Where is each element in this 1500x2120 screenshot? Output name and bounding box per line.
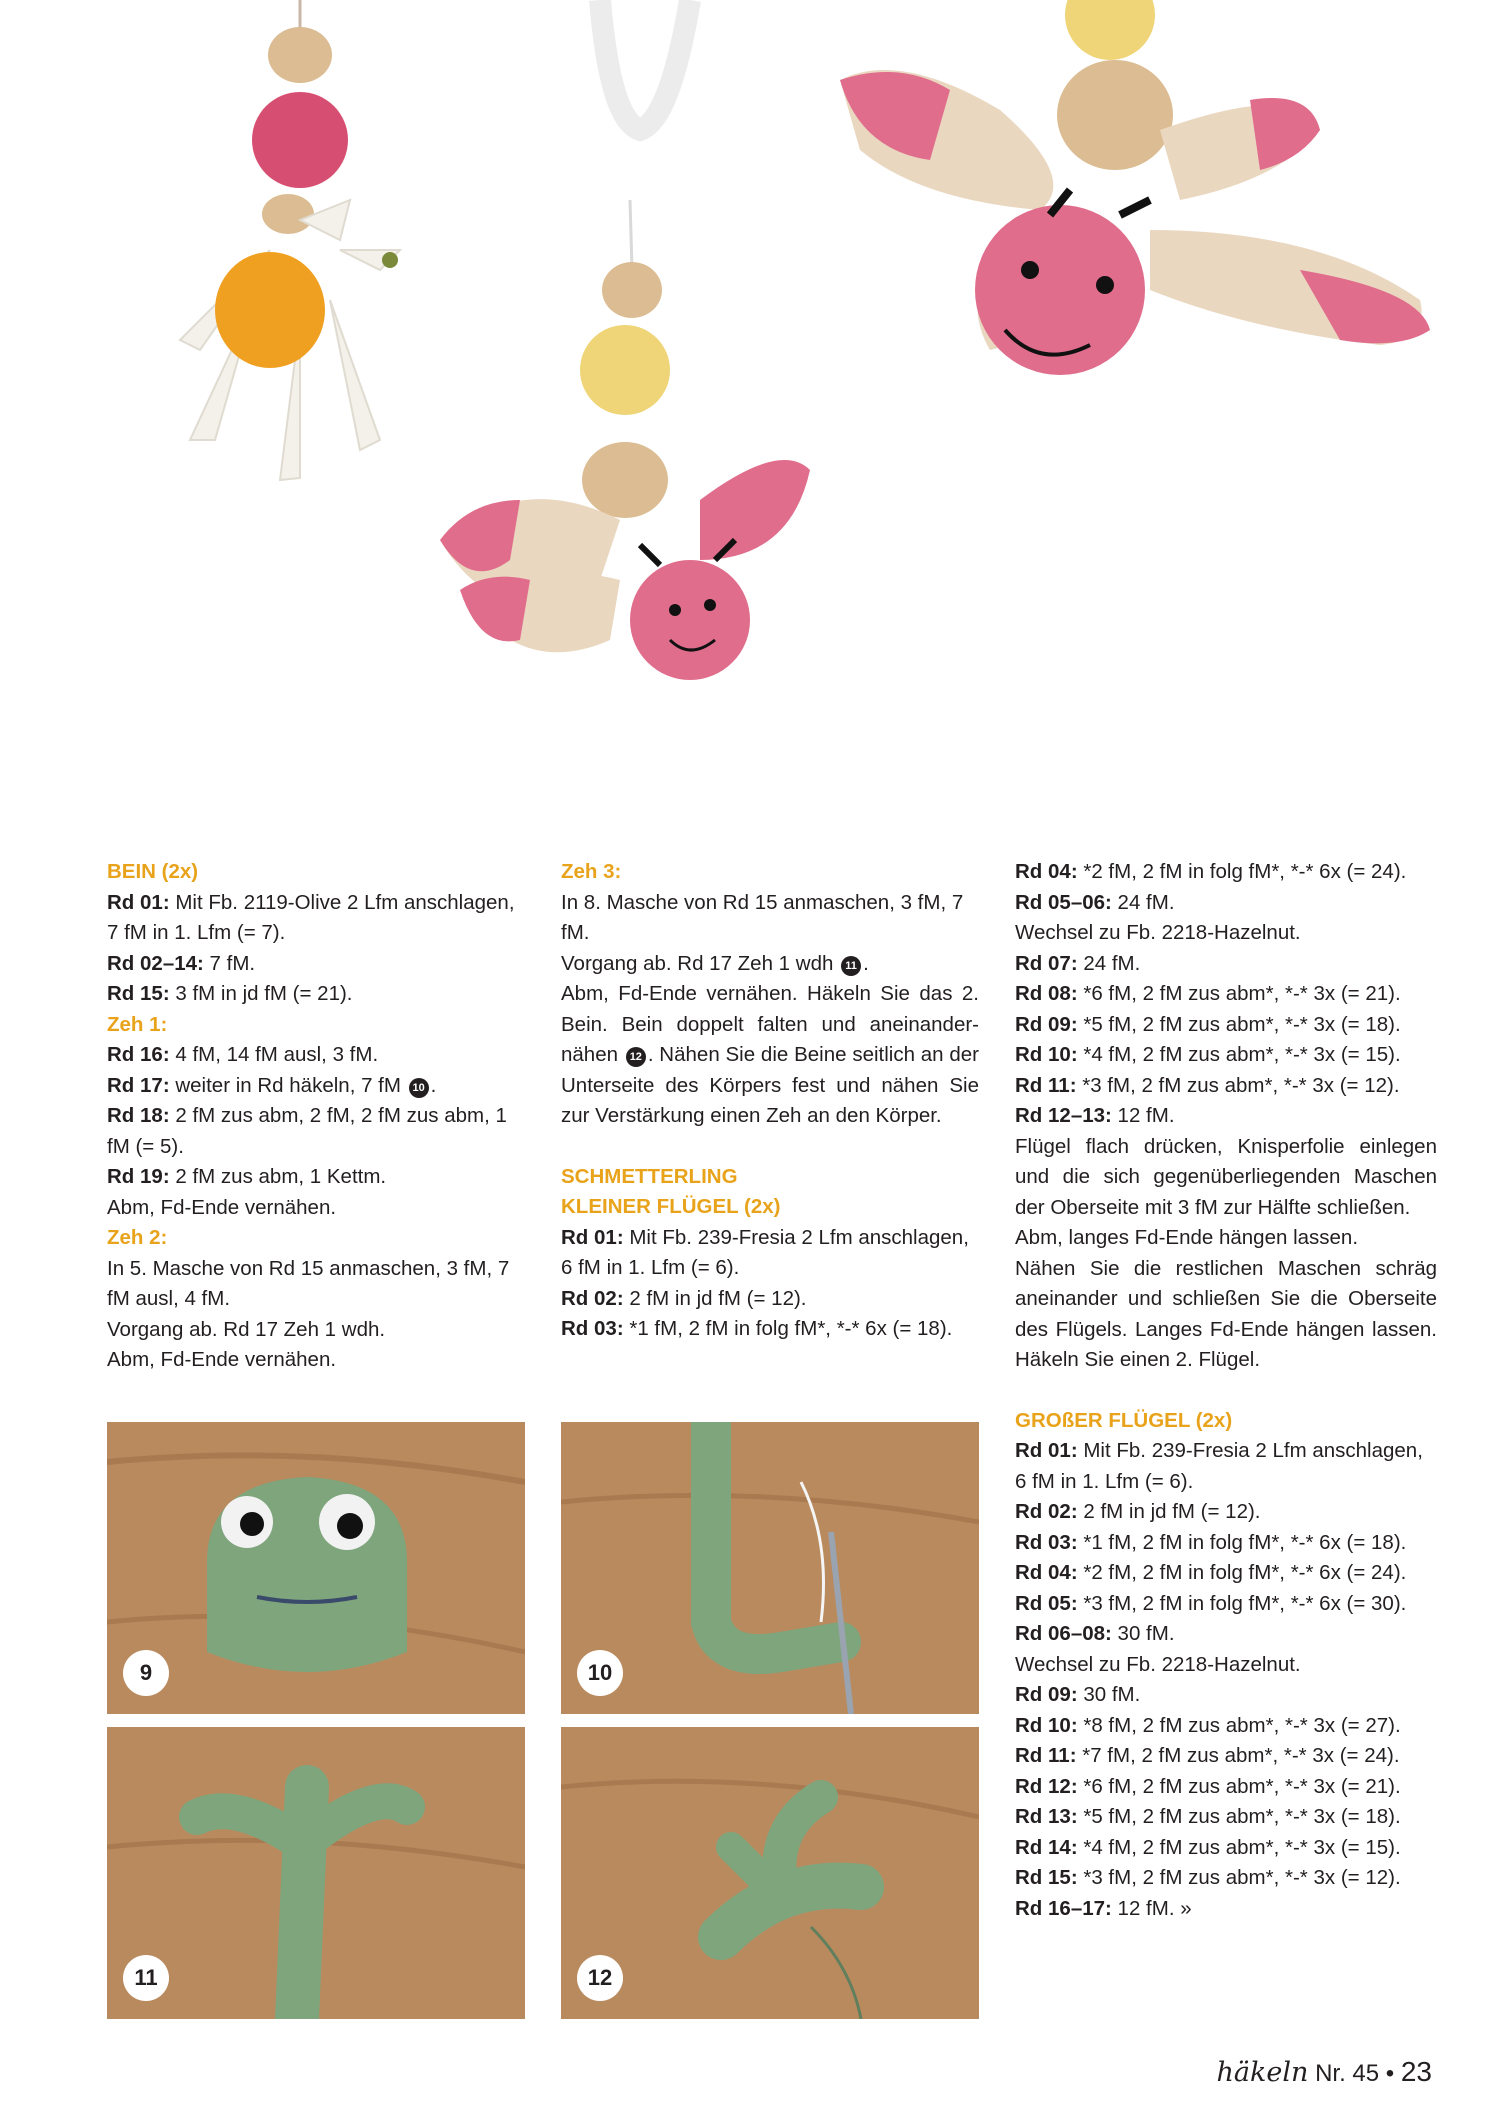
photo-number: 12 bbox=[577, 1955, 623, 2001]
row-rd14: Rd 14: *4 fM, 2 fM zus abm*, *-* 3x (= 15). bbox=[1015, 1835, 1401, 1859]
step-photo-10 bbox=[561, 1422, 979, 1714]
heading-schmetterling: SCHMETTERLING bbox=[561, 1164, 738, 1188]
photo-12-illustration bbox=[561, 1727, 979, 2019]
row-rd13: Rd 13: *5 fM, 2 fM zus abm*, *-* 3x (= 18). bbox=[1015, 1805, 1401, 1828]
row-rd09: Rd 09: 30 fM. bbox=[1015, 1683, 1141, 1706]
assembly-text: Abm, Fd-Ende vernähen. Häkeln Sie das 2. Bein. Bein doppelt falten und aneinandernähen 12 . Nähen Sie die Beine seitlich an der Unterseite des Körpers fest und nähen Sie zur Verstärkung einen Zeh an den Körper. bbox=[561, 982, 980, 1127]
heading-bein: BEIN (2x) bbox=[107, 860, 199, 883]
row-rd01: Rd 01: Mit Fb. 239-Fresia 2 Lfm anschlagen, 6 fM in 1. Lfm (= 6). bbox=[561, 1225, 969, 1279]
row-rd18: Rd 18: 2 fM zus abm, 2 fM, 2 fM zus abm, 1 fM (= 5). bbox=[107, 1104, 507, 1158]
heading-zeh3: Zeh 3: bbox=[561, 860, 622, 883]
photo-10-illustration bbox=[561, 1422, 979, 1714]
row-rd04: Rd 04: *2 fM, 2 fM in folg fM*, *-* 6x (= 24). bbox=[1015, 1561, 1407, 1584]
photo-number: 10 bbox=[577, 1650, 623, 1696]
finish-text: Abm, Fd-Ende vernähen. bbox=[107, 1348, 337, 1371]
row-rd01: Rd 01: Mit Fb. 239-Fresia 2 Lfm anschlagen, 6 fM in 1. Lfm (= 6). bbox=[1015, 1439, 1423, 1493]
heading-zeh2: Zeh 2: bbox=[107, 1226, 168, 1249]
photo-marker-12: 12 bbox=[626, 1047, 646, 1067]
row-rd16: Rd 16: 4 fM, 14 fM ausl, 3 fM. bbox=[107, 1043, 379, 1066]
row-rd05-06: Rd 05–06: 24 fM. bbox=[1015, 890, 1175, 914]
instruction-paragraph: Nähen Sie die restlichen Maschen schräg aneinander und schließen Sie die Oberseite des Flügels. Langes Fd-Ende hängen lassen. Häkeln Sie einen 2. Flügel. bbox=[1015, 1256, 1437, 1371]
row-rd06-08: Rd 06–08: 30 fM. bbox=[1015, 1622, 1175, 1645]
row-rd08: Rd 08: *6 fM, 2 fM zus abm*, *-* 3x (= 21). bbox=[1015, 982, 1401, 1005]
row-rd09: Rd 09: *5 fM, 2 fM zus abm*, *-* 3x (= 18). bbox=[1015, 1012, 1401, 1036]
photo-marker-10: 10 bbox=[409, 1078, 429, 1098]
hero-photo bbox=[0, 0, 1500, 800]
row-rd10: Rd 10: *4 fM, 2 fM zus abm*, *-* 3x (= 15). bbox=[1015, 1043, 1401, 1066]
photo-marker-11: 11 bbox=[841, 956, 861, 976]
column-bein bbox=[107, 857, 527, 1376]
page-footer bbox=[1217, 2056, 1432, 2088]
photo-9-illustration bbox=[107, 1422, 525, 1714]
row-rd15: Rd 15: 3 fM in jd fM (= 21). bbox=[107, 982, 353, 1005]
footer-bullet: • bbox=[1385, 2060, 1395, 2087]
heading-zeh1: Zeh 1: bbox=[107, 1012, 168, 1036]
instruction-paragraph: Abm, langes Fd-Ende hängen lassen. bbox=[1015, 1226, 1359, 1249]
row-rd11: Rd 11: *7 fM, 2 fM zus abm*, *-* 3x (= 24). bbox=[1015, 1744, 1400, 1767]
row-rd11: Rd 11: *3 fM, 2 fM zus abm*, *-* 3x (= 12). bbox=[1015, 1073, 1400, 1097]
zeh2-text: In 5. Masche von Rd 15 anmaschen, 3 fM, 7 fM ausl, 4 fM. bbox=[107, 1256, 510, 1310]
hero-illustration bbox=[0, 0, 1500, 800]
butterfly-pendant-large bbox=[840, 0, 1430, 375]
row-rd07: Rd 07: 24 fM. bbox=[1015, 951, 1141, 975]
zeh3-text: In 8. Masche von Rd 15 anmaschen, 3 fM, 7 fM. bbox=[561, 890, 964, 944]
butterfly-pendant-small bbox=[440, 0, 810, 680]
row-rd02: Rd 02: 2 fM in jd fM (= 12). bbox=[561, 1286, 807, 1310]
photo-number: 9 bbox=[123, 1650, 169, 1696]
row-rd12-13: Rd 12–13: 12 fM. bbox=[1015, 1104, 1175, 1127]
column-zeh3 bbox=[561, 857, 979, 1345]
zeh3-repeat: Vorgang ab. Rd 17 Zeh 1 wdh 11 . bbox=[561, 951, 869, 975]
row-rd16-17: Rd 16–17: 12 fM. » bbox=[1015, 1896, 1192, 1920]
photo-number: 11 bbox=[123, 1955, 169, 2001]
step-photo-12 bbox=[561, 1727, 979, 2019]
row-rd03: Rd 03: *1 fM, 2 fM in folg fM*, *-* 6x (= 18). bbox=[561, 1317, 953, 1340]
instruction-paragraph: Flügel flach drücken, Knisperfolie einlegen und die sich gegenüberliegenden Maschen der Oberseite mit 3 fM zur Hälfte schließen. bbox=[1015, 1134, 1437, 1219]
daisy-pendant bbox=[180, 0, 400, 480]
issue-number: Nr. 45 bbox=[1315, 2060, 1380, 2087]
heading-grosser-fluegel: GROßER FLÜGEL (2x) bbox=[1015, 1408, 1233, 1432]
page-number: 23 bbox=[1400, 2056, 1432, 2087]
row-rd05: Rd 05: *3 fM, 2 fM in folg fM*, *-* 6x (= 30). bbox=[1015, 1591, 1407, 1615]
row-rd03: Rd 03: *1 fM, 2 fM in folg fM*, *-* 6x (= 18). bbox=[1015, 1530, 1407, 1554]
row-rd12: Rd 12: *6 fM, 2 fM zus abm*, *-* 3x (= 21). bbox=[1015, 1774, 1401, 1798]
color-change: Wechsel zu Fb. 2218-Hazelnut. bbox=[1015, 921, 1301, 944]
row-rd04: Rd 04: *2 fM, 2 fM in folg fM*, *-* 6x (= 24). bbox=[1015, 860, 1407, 883]
zeh2-repeat: Vorgang ab. Rd 17 Zeh 1 wdh. bbox=[107, 1317, 386, 1341]
step-photo-9 bbox=[107, 1422, 525, 1714]
heading-kleiner-fluegel: KLEINER FLÜGEL (2x) bbox=[561, 1195, 781, 1218]
photo-11-illustration bbox=[107, 1727, 525, 2019]
row-rd01: Rd 01: Mit Fb. 2119-Olive 2 Lfm anschlagen, 7 fM in 1. Lfm (= 7). bbox=[107, 890, 515, 944]
row-rd15: Rd 15: *3 fM, 2 fM zus abm*, *-* 3x (= 12). bbox=[1015, 1866, 1401, 1889]
finish-text: Abm, Fd-Ende vernähen. bbox=[107, 1195, 337, 1219]
row-rd02-14: Rd 02–14: 7 fM. bbox=[107, 951, 256, 975]
magazine-logo: häkeln bbox=[1216, 2057, 1309, 2088]
row-rd19: Rd 19: 2 fM zus abm, 1 Kettm. bbox=[107, 1165, 387, 1188]
column-fluegel bbox=[1015, 857, 1437, 1924]
color-change: Wechsel zu Fb. 2218-Hazelnut. bbox=[1015, 1652, 1301, 1676]
step-photo-11 bbox=[107, 1727, 525, 2019]
row-rd10: Rd 10: *8 fM, 2 fM zus abm*, *-* 3x (= 27). bbox=[1015, 1713, 1401, 1737]
row-rd17: Rd 17: weiter in Rd häkeln, 7 fM 10 . bbox=[107, 1073, 437, 1097]
row-rd02: Rd 02: 2 fM in jd fM (= 12). bbox=[1015, 1500, 1261, 1523]
